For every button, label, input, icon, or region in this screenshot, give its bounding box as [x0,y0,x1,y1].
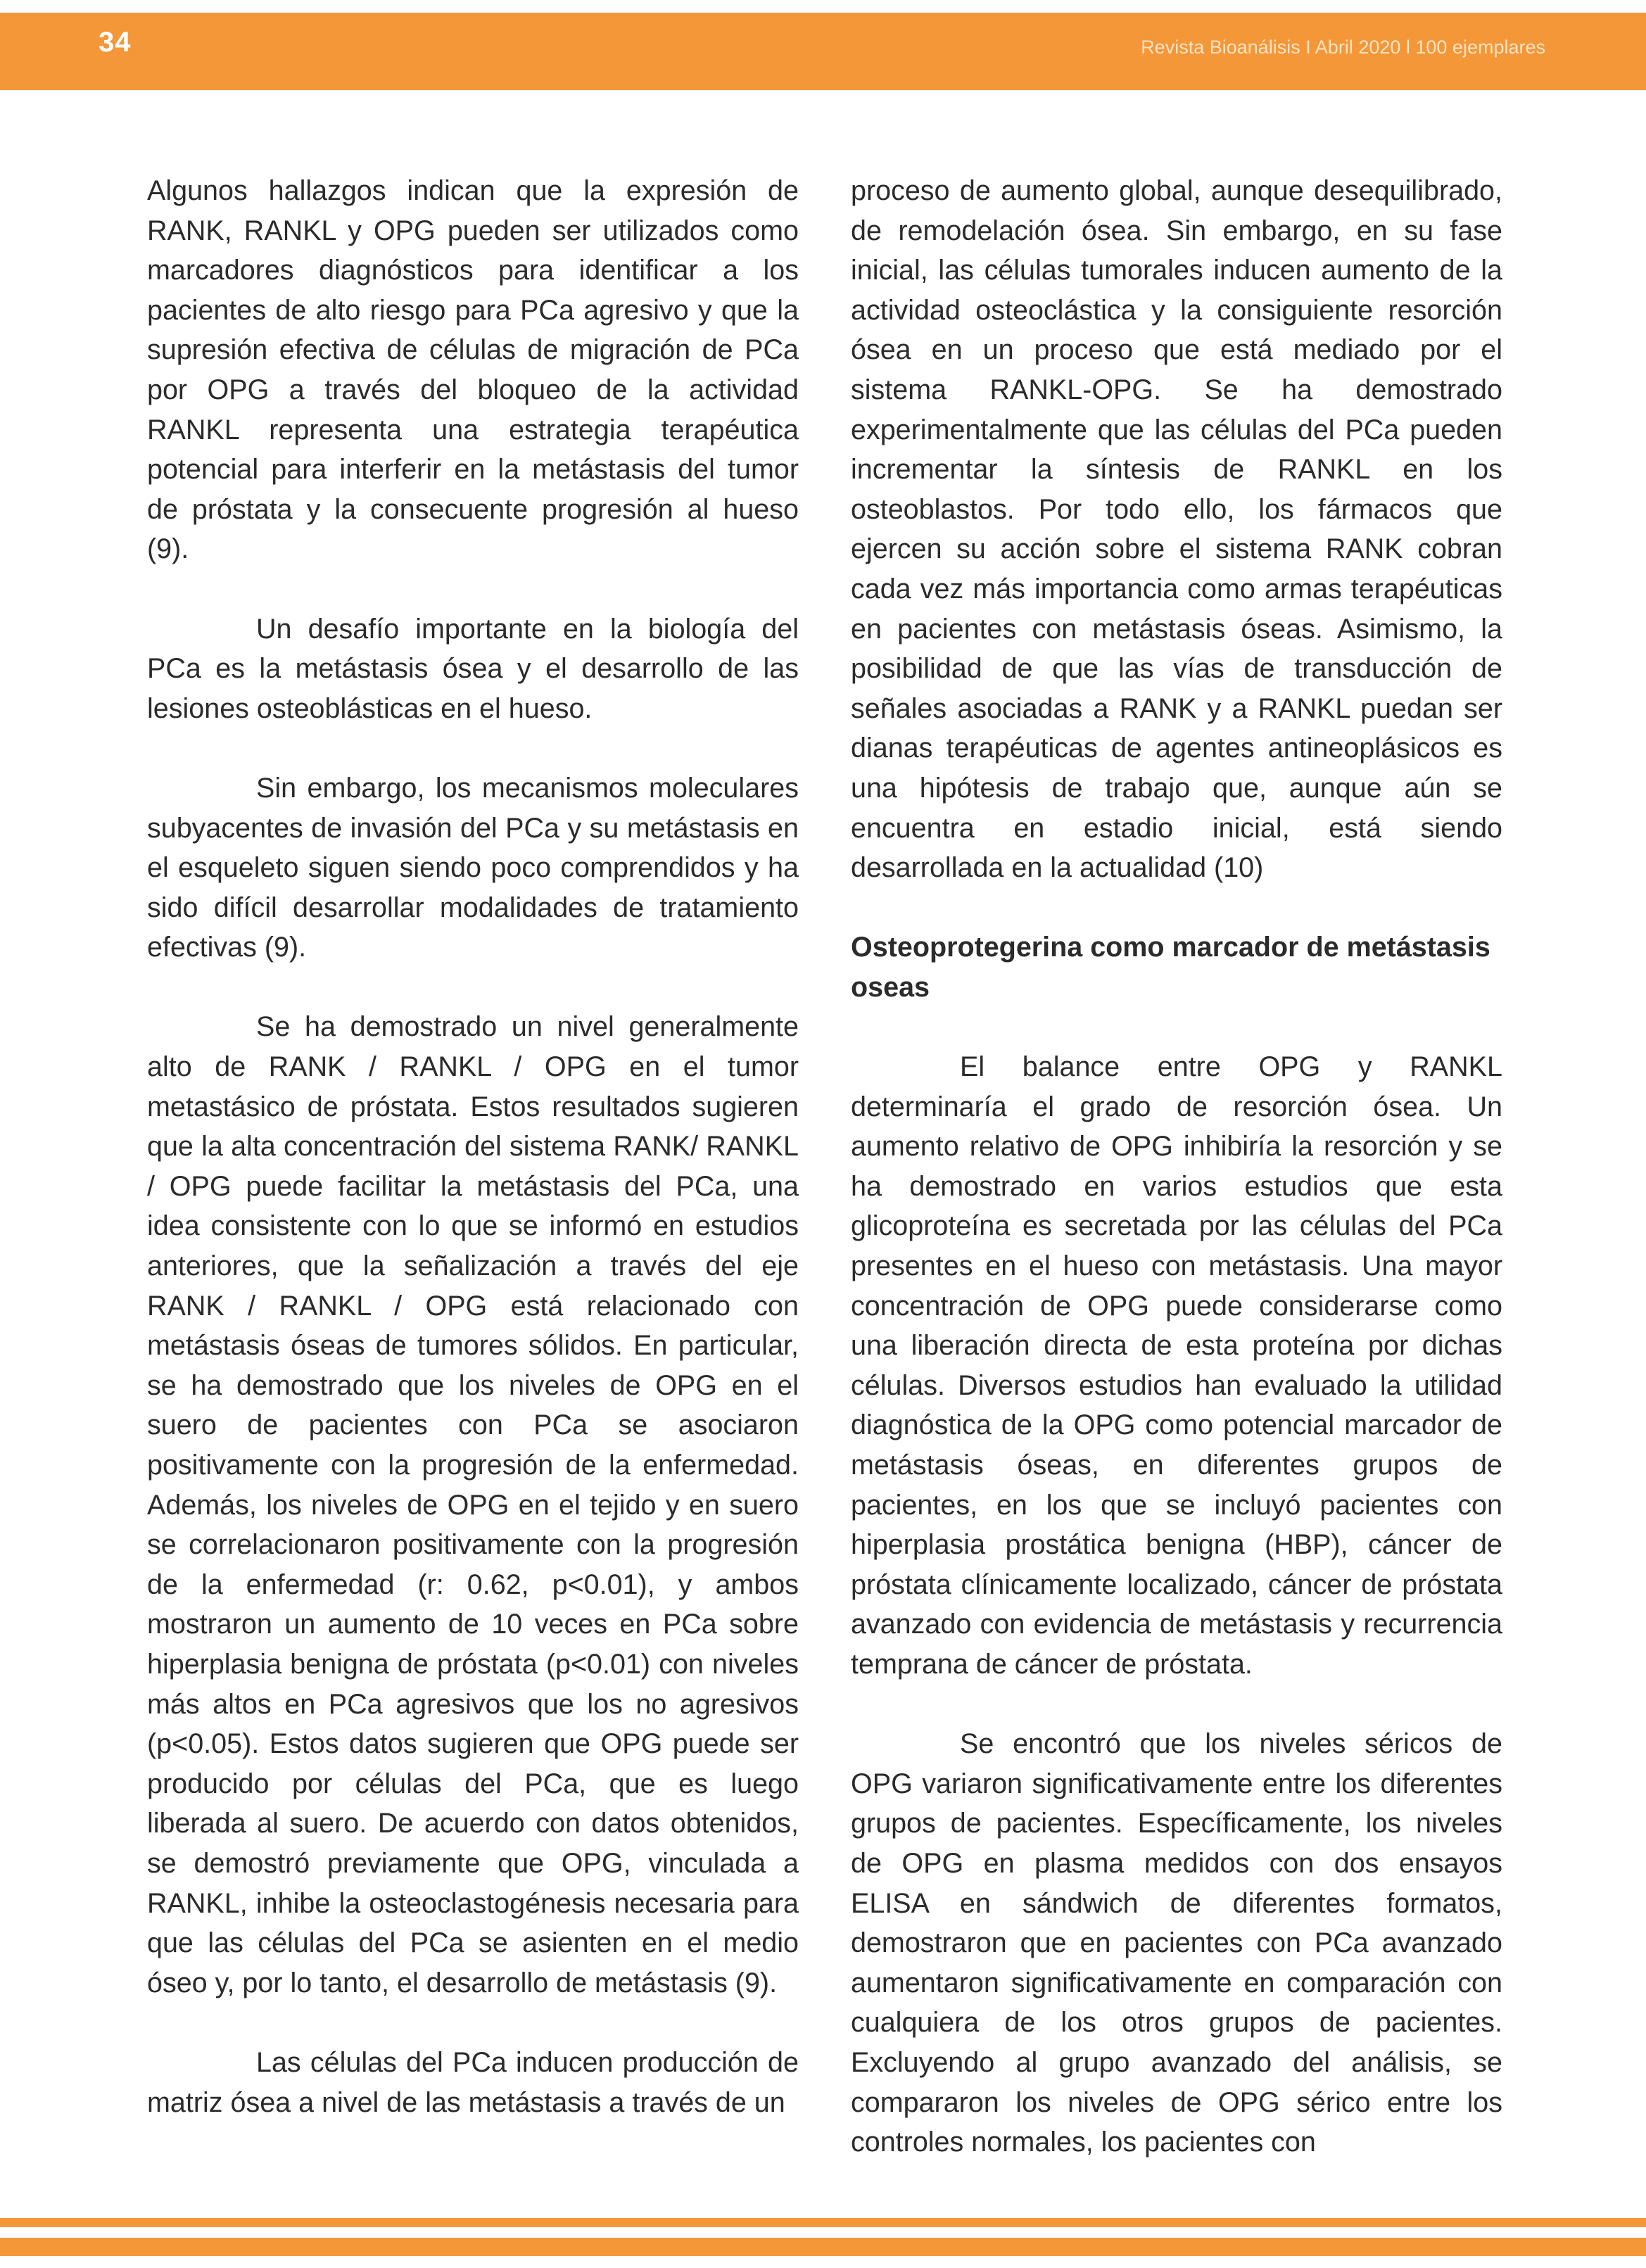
page-number: 34 [99,27,132,58]
paragraph: Se encontró que los niveles séricos de OPG variaron significativamente entre los diferentes grupos de pacientes. Específicamente, los niveles de OPG en plasma medidos con dos ensayos ELISA en sándwich de diferentes formatos, demostraron que en pacientes con PCa avanzado aumentaron significativamente en comparación con cualquiera de los otros grupos de pacientes. Excluyendo al grupo avanzado del análisis, se compararon los niveles de OPG sérico entre los controles normales, los pacientes con [851,1728,1502,2158]
paragraph: Se ha demostrado un nivel generalmente alto de RANK / RANKL / OPG en el tumor metastásico de próstata. Estos resultados sugieren que la alta concentración del sistema RANK/ RANKL / OPG puede facilitar la metástasis del PCa, una idea consistente con lo que se informó en estudios anteriores, que la señalización a través del eje RANK / RANKL / OPG está relacionado con metástasis óseas de tumores sólidos. En particular, se ha demostrado que los niveles de OPG en el suero de pacientes con PCa se asociaron positivamente con la progresión de la enfermedad. Además, los niveles de OPG en el tejido y en suero se correlacionaron positivamente con la progresión de la enfermedad (r: 0.62, p<0.01), y ambos mostraron un aumento de 10 veces en PCa sobre hiperplasia benigna de próstata (p<0.01) con niveles más altos en PCa agresivos que los no agresivos (p<0.05). Estos datos sugieren que OPG puede ser producido por células del PCa, que es luego liberada al suero. De acuerdo con datos obtenidos, se demostró previamente que OPG, vinculada a RANKL, inhibe la osteoclastogénesis necesaria para que las células del PCa se asienten en el medio óseo y, por lo tanto, el desarrollo de metástasis (9). [147,1011,799,1998]
paragraph: El balance entre OPG y RANKL determinaría el grado de resorción ósea. Un aumento relativo de OPG inhibiría la resorción y se ha demostrado en varios estudios que esta glicoproteína es secretada por las células del PCa presentes en el hueso con metástasis. Una mayor concentración de OPG puede considerarse como una liberación directa de esta proteína por dichas células. Diversos estudios han evaluado la utilidad diagnóstica de la OPG como potencial marcador de metástasis óseas, en diferentes grupos de pacientes, en los que se incluyó pacientes con hiperplasia prostática benigna (HBP), cáncer de próstata clínicamente localizado, cáncer de próstata avanzado con evidencia de metástasis y recurrencia temprana de cáncer de próstata. [851,1051,1502,1680]
paragraph: Las células del PCa inducen producción de matriz ósea a nivel de las metástasis a través de un [147,2046,799,2118]
section-heading: Osteoprotegerina como marcador de metástasis oseas [851,932,1490,1003]
publication-info: Revista Bioanálisis I Abril 2020 l 100 ejemplares [1141,37,1545,58]
paragraph: proceso de aumento global, aunque desequilibrado, de remodelación ósea. Sin embargo, en su fase inicial, las células tumorales inducen aumento de la actividad osteoclástica y la consiguiente resorción ósea en un proceso que está mediado por el sistema RANKL-OPG. Se ha demostrado experimentalmente que las células del PCa pueden incrementar la síntesis de RANKL en los osteoblastos. Por todo ello, los fármacos que ejercen su acción sobre el sistema RANK cobran cada vez más importancia como armas terapéuticas en pacientes con metástasis óseas. Asimismo, la posibilidad de que las vías de transducción de señales asociadas a RANK y a RANKL puedan ser dianas terapéuticas de agentes antineoplásicos es una hipótesis de trabajo que, aunque aún se encuentra en estadio inicial, está siendo desarrollada en la actualidad (10) [851,175,1502,884]
paragraph: Algunos hallazgos indican que la expresión de RANK, RANKL y OPG pueden ser utilizados como marcadores diagnósticos para identificar a los pacientes de alto riesgo para PCa agresivo y que la supresión efectiva de células de migración de PCa por OPG a través del bloqueo de la actividad RANKL representa una estrategia terapéutica potencial para interferir en la metástasis del tumor de próstata y la consecuente progresión al hueso (9). [147,175,799,565]
right-column [851,171,1502,2202]
paragraph: Sin embargo, los mecanismos moleculares subyacentes de invasión del PCa y su metástasis en el esqueleto siguen siendo poco comprendidos y ha sido difícil desarrollar modalidades de tratamiento efectivas (9). [147,772,799,963]
footer-stripe-thin [0,2218,1646,2227]
header-bar [0,13,1646,90]
paragraph: Un desafío importante en la biología del PCa es la metástasis ósea y el desarrollo de las lesiones osteoblásticas en el hueso. [147,613,799,724]
footer-stripe-thick [0,2238,1646,2256]
left-column [147,171,799,2162]
